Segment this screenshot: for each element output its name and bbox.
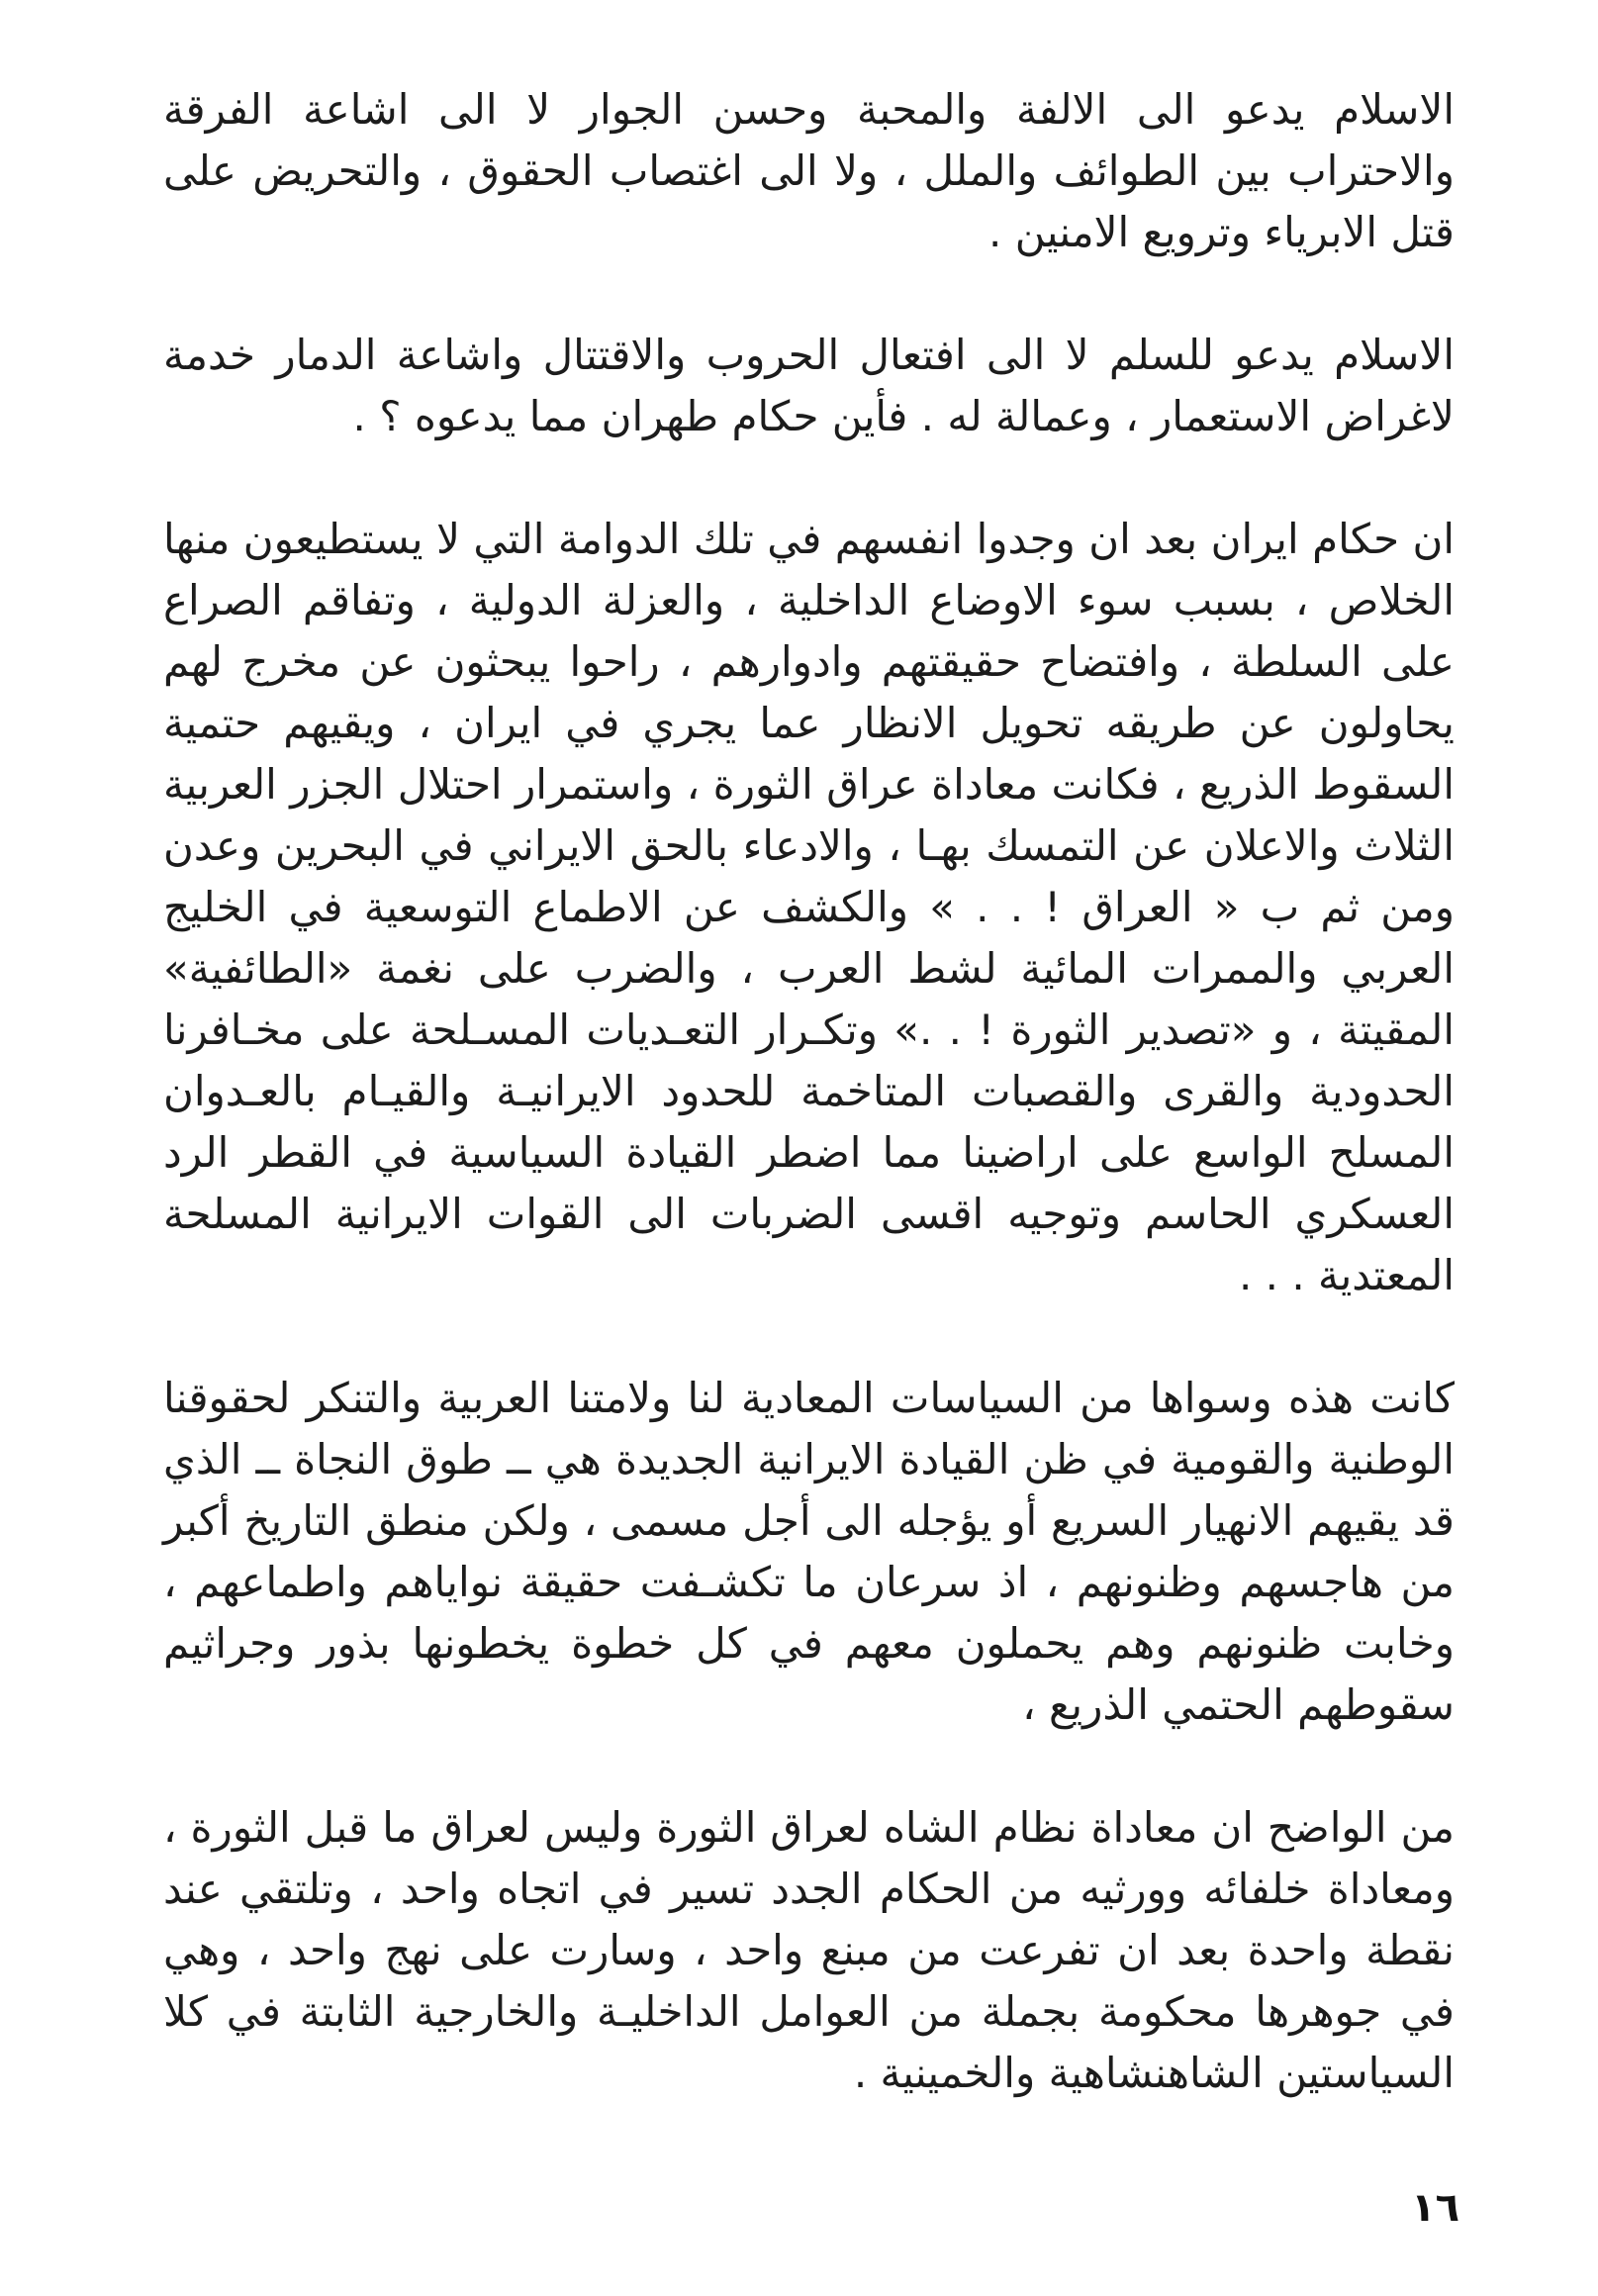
paragraph-5: من الواضح ان معاداة نظام الشاه لعراق الثورة وليس لعراق ما قبل الثورة ، ومعاداة خلفائه وورثيه من الحكام الجدد تسير في اتجاه واحد ، وتلتقي عند نقطة واحدة بعد ان تفرعت من مبنع واحد ، وسارت على نهج واحد ، وهي في جوهرها محكومة بجملة من العوامل الداخليـة والخارجية الثابتة في كلا السياستين الشاهنشاهية والخمينية . (163, 1803, 1455, 2097)
paragraph-1: الاسلام يدعو الى الالفة والمحبة وحسن الجوار لا الى اشاعة الفرقة والاحتراب بين الطوائف والملل ، ولا الى اغتصاب الحقوق ، والتحريض على قتل الابرياء وترويع الامنين . (163, 85, 1455, 256)
body-text (163, 79, 1455, 2104)
page-number: ١٦ (1411, 2185, 1459, 2231)
paragraph-3: ان حكام ايران بعد ان وجدوا انفسهم في تلك الدوامة التي لا يستطيعون منها الخلاص ، بسبب سوء الاوضاع الداخلية ، والعزلة الدولية ، وتفاقم الصراع على السلطة ، وافتضاح حقيقتهم وادوارهم ، راحوا يبحثون عن مخرج لهم يحاولون عن طريقه تحويل الانظار عما يجري في ايران ، ويقيهم حتمية السقوط الذريع ، فكانت معاداة عراق الثورة ، واستمرار احتلال الجزر العربية الثلاث والاعلان عن التمسك بهـا ، والادعاء بالحق الايراني في البحرين وعدن ومن ثم ب « العراق ! . . » والكشف عن الاطماع التوسعية في الخليج العربي والممرات المائية لشط العرب ، والضرب على نغمة «الطائفية» المقيتة ، و «تصدير الثورة ! . .» وتكـرار التعـديات المسـلحة على مخـافرنا الحدودية والقرى والقصبات المتاخمة للحدود الايرانيـة والقيـام بالعـدوان المسلح الواسع على اراضينا مما اضطر القيادة السياسية في القطر الرد العسكري الحاسم وتوجيه اقسى الضربات الى القوات الايرانية المسلحة المعتدية . . . (163, 515, 1455, 1299)
paragraph-2: الاسلام يدعو للسلم لا الى افتعال الحروب والاقتتال واشاعة الدمار خدمة لاغراض الاستعمار ، وعمالة له . فأين حكام طهران مما يدعوه ؟ . (163, 331, 1455, 440)
paragraph-4: كانت هذه وسواها من السياسات المعادية لنا ولامتنا العربية والتنكر لحقوقنا الوطنية والقومية في ظن القيادة الايرانية الجديدة هي ــ طوق النجاة ــ الذي قد يقيهم الانهيار السريع أو يؤجله الى أجل مسمى ، ولكن منطق التاريخ أكبر من هاجسهم وظنونهم ، اذ سرعان ما تكشـفت حقيقة نواياهم واطماعهم ، وخابت ظنونهم وهم يحملون معهم في كل خطوة يخطونها بذور وجراثيم سقوطهم الحتمي الذريع ، (163, 1374, 1455, 1729)
